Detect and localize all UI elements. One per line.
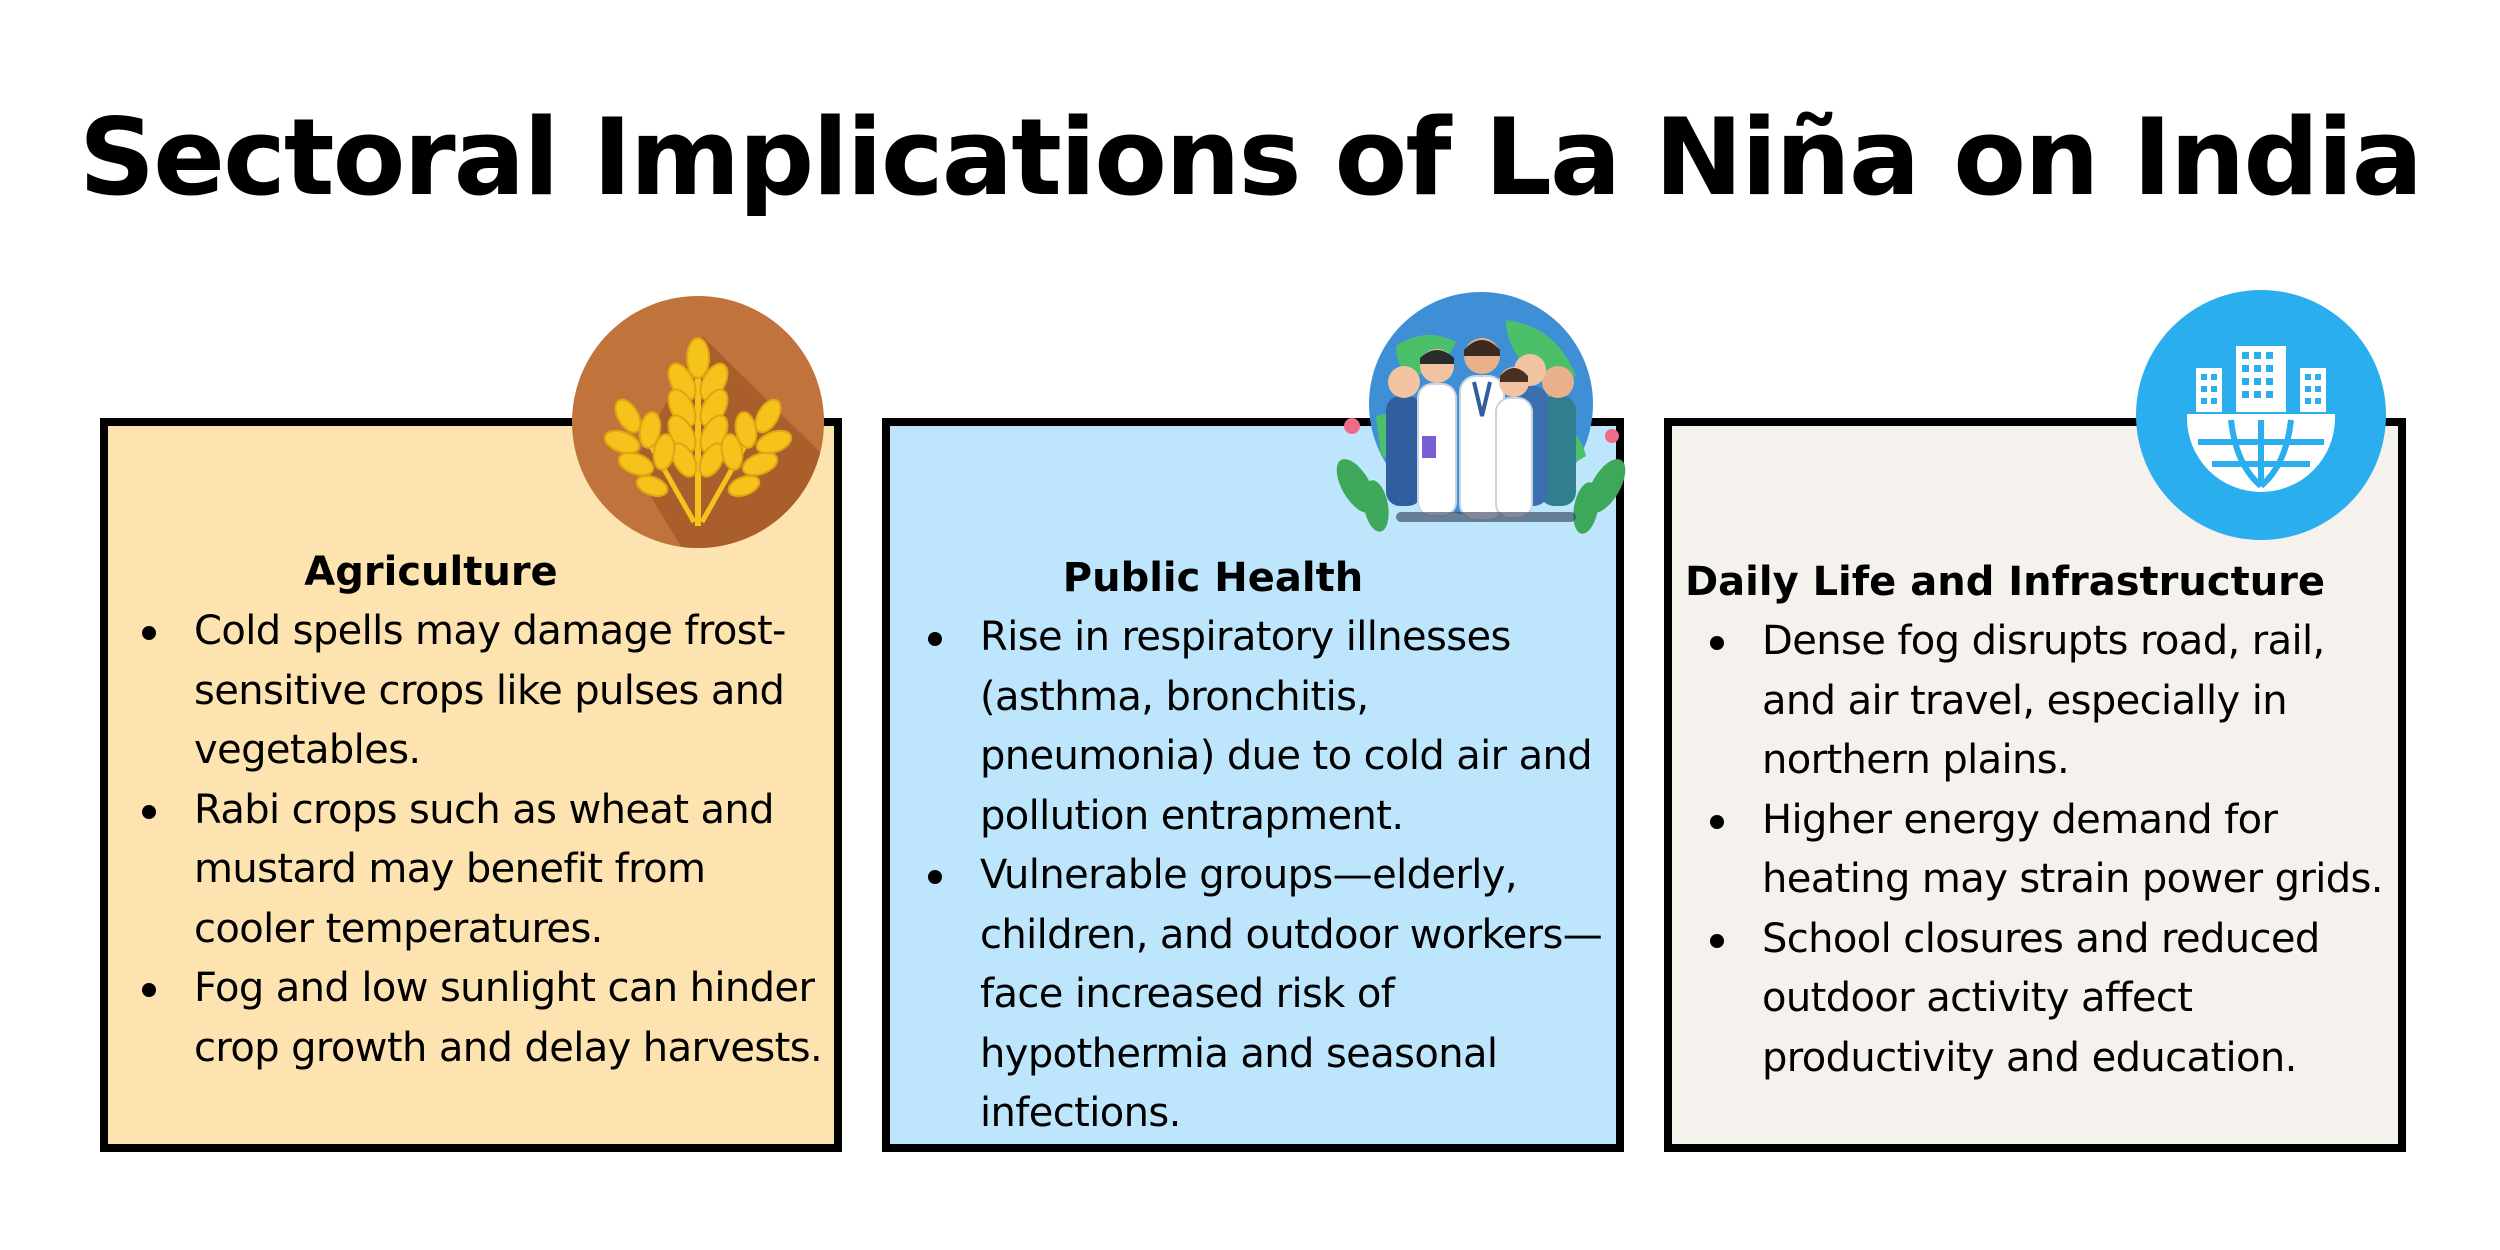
public-health-bullet: Vulnerable groups—elderly, children, and outdoor workers—face increased risk of hypothermia and seasonal infections. — [926, 846, 1608, 1144]
daily-life-heading: Daily Life and Infrastructure — [1684, 559, 2326, 605]
daily-life-bullet-list — [1708, 612, 2390, 1088]
page-title: Sectoral Implications of La Niña on India — [78, 96, 2422, 219]
daily-life-bullet: Dense fog disrupts road, rail, and air travel, especially in northern plains. — [1708, 612, 2390, 791]
public-health-bullet: Rise in respiratory illnesses (asthma, bronchitis, pneumonia) due to cold air and pollution entrapment. — [926, 608, 1608, 846]
agriculture-bullet: Rabi crops such as wheat and mustard may benefit from cooler temperatures. — [140, 781, 826, 960]
agriculture-bullet-list — [140, 602, 826, 1078]
agriculture-heading: Agriculture — [304, 549, 558, 595]
daily-life-bullet: Higher energy demand for heating may strain power grids. — [1708, 791, 2390, 910]
daily-life-bullet: School closures and reduced outdoor activity affect productivity and education. — [1708, 910, 2390, 1089]
agriculture-bullet: Cold spells may damage frost-sensitive crops like pulses and vegetables. — [140, 602, 826, 781]
medical-team-icon — [1336, 286, 1626, 542]
public-health-bullet-list — [926, 608, 1608, 1144]
public-health-heading: Public Health — [1062, 555, 1364, 601]
city-globe-icon — [2136, 290, 2386, 540]
wheat-icon — [572, 296, 824, 548]
agriculture-bullet: Fog and low sunlight can hinder crop growth and delay harvests. — [140, 959, 826, 1078]
